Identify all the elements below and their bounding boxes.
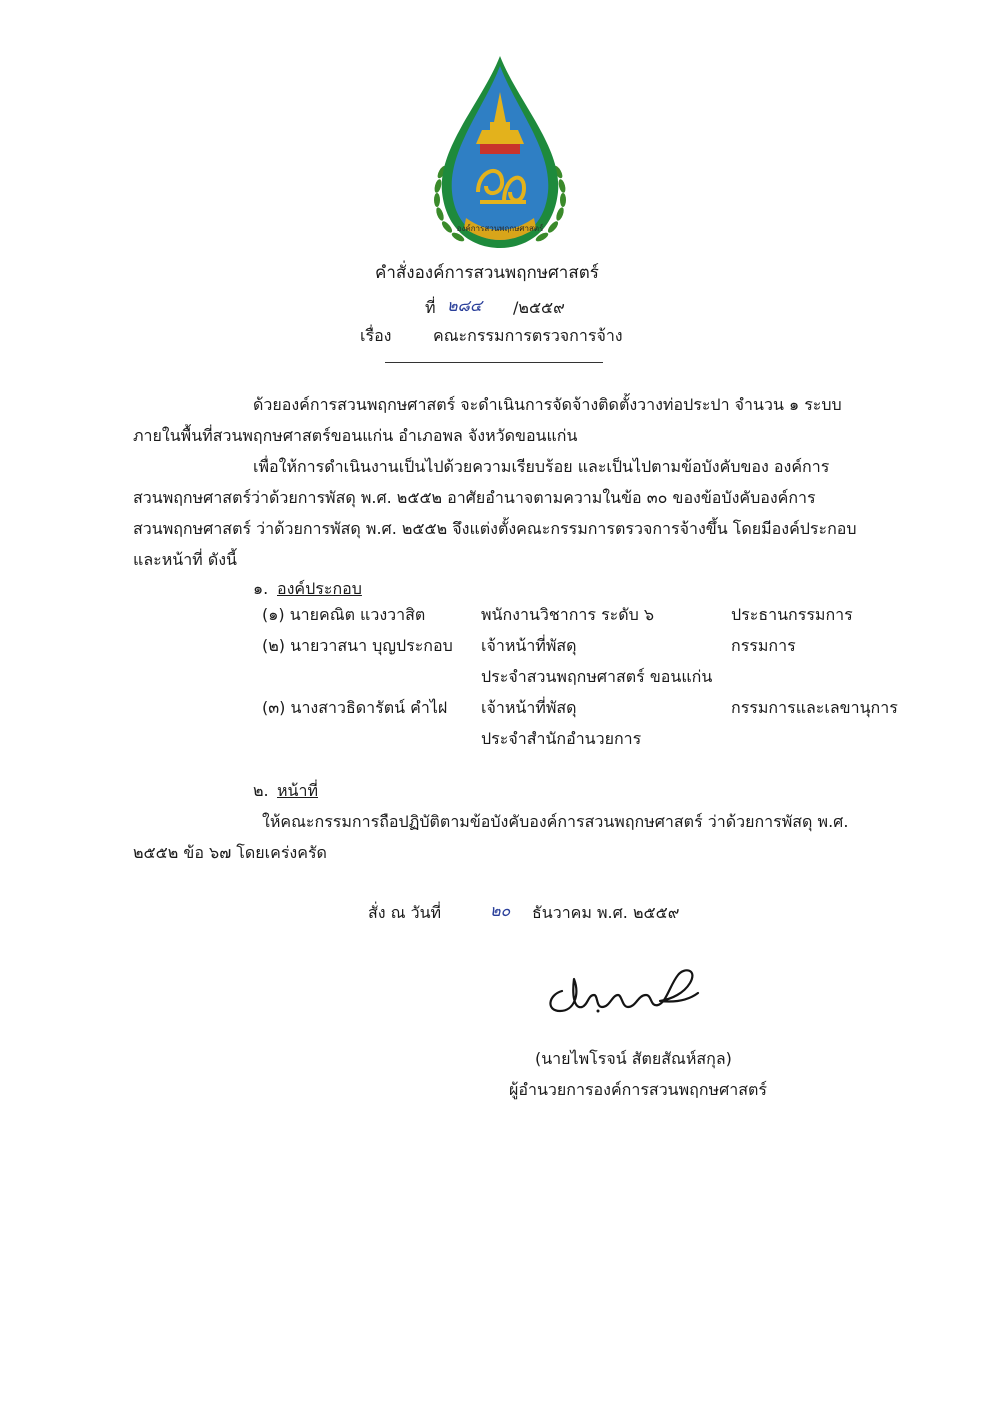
order-date-day: ๒๐ xyxy=(490,901,511,920)
member-2-name: (๒) นายวาสนา บุญประกอบ xyxy=(262,636,453,655)
section-2-heading: หน้าที่ xyxy=(277,781,319,800)
signatory-name: (นายไพโรจน์ สัตยสัณห์สกุล) xyxy=(535,1049,732,1068)
paragraph-2-line-2: สวนพฤกษศาสตร์ว่าด้วยการพัสดุ พ.ศ. ๒๕๕๒ อาศัยอำนาจตามความในข้อ ๓๐ ของข้อบังคับองค์การ xyxy=(133,488,816,507)
header-divider xyxy=(385,362,603,363)
order-date-rest: ธันวาคม พ.ศ. ๒๕๕๙ xyxy=(532,903,680,922)
member-3-role: กรรมการและเลขานุการ xyxy=(731,698,898,717)
section-1-number: ๑. xyxy=(253,579,269,598)
section-2-line-1: ให้คณะกรรมการถือปฏิบัติตามข้อบังคับองค์การสวนพฤกษศาสตร์ ว่าด้วยการพัสดุ พ.ศ. xyxy=(262,812,849,831)
member-3-position-unit: ประจำสำนักอำนวยการ xyxy=(481,729,642,748)
subject-text: คณะกรรมการตรวจการจ้าง xyxy=(433,326,623,345)
paragraph-2-line-4: และหน้าที่ ดังนี้ xyxy=(133,550,237,569)
section-1-heading: องค์ประกอบ xyxy=(277,579,362,598)
member-2-role: กรรมการ xyxy=(731,636,796,655)
member-2-position-unit: ประจำสวนพฤกษศาสตร์ ขอนแก่น xyxy=(481,667,713,686)
paragraph-1-line-2: ภายในพื้นที่สวนพฤกษศาสตร์ขอนแก่น อำเภอพล จังหวัดขอนแก่น xyxy=(133,426,578,445)
handwritten-signature xyxy=(540,955,720,1025)
paragraph-2-line-3: สวนพฤกษศาสตร์ ว่าด้วยการพัสดุ พ.ศ. ๒๕๕๒ จึงแต่งตั้งคณะกรรมการตรวจการจ้างขึ้น โดยมีองค์ประกอบ xyxy=(133,519,857,538)
document-title: คำสั่งองค์การสวนพฤกษศาสตร์ xyxy=(375,263,599,283)
member-3-name: (๓) นางสาวธิดารัตน์ คำไฝ xyxy=(262,698,448,717)
order-number-year: /๒๕๕๙ xyxy=(513,298,565,317)
logo-seal-text: องค์การสวนพฤกษศาสตร์ xyxy=(456,224,544,233)
member-2-position: เจ้าหน้าที่พัสดุ xyxy=(481,636,577,655)
member-1-name: (๑) นายคณิต แวงวาสิต xyxy=(262,605,426,624)
section-2-line-2: ๒๕๕๒ ข้อ ๖๗ โดยเคร่งครัด xyxy=(133,843,327,862)
paragraph-1-line-1: ด้วยองค์การสวนพฤกษศาสตร์ จะดำเนินการจัดจ้างติดตั้งวางท่อประปา จำนวน ๑ ระบบ xyxy=(253,395,842,414)
subject-label: เรื่อง xyxy=(360,326,392,345)
member-1-role: ประธานกรรมการ xyxy=(731,605,853,624)
organization-logo xyxy=(420,52,580,260)
member-3-position: เจ้าหน้าที่พัสดุ xyxy=(481,698,577,717)
section-2-number: ๒. xyxy=(253,781,269,800)
member-1-position: พนักงานวิชาการ ระดับ ๖ xyxy=(481,605,655,624)
order-date-prefix: สั่ง ณ วันที่ xyxy=(368,903,442,922)
paragraph-2-line-1: เพื่อให้การดำเนินงานเป็นไปด้วยความเรียบร้อย และเป็นไปตามข้อบังคับของ องค์การ xyxy=(253,457,830,476)
order-number-value: ๒๘๔ xyxy=(447,296,482,315)
signatory-title: ผู้อำนวยการองค์การสวนพฤกษศาสตร์ xyxy=(509,1080,767,1099)
order-number-label: ที่ xyxy=(425,298,436,317)
